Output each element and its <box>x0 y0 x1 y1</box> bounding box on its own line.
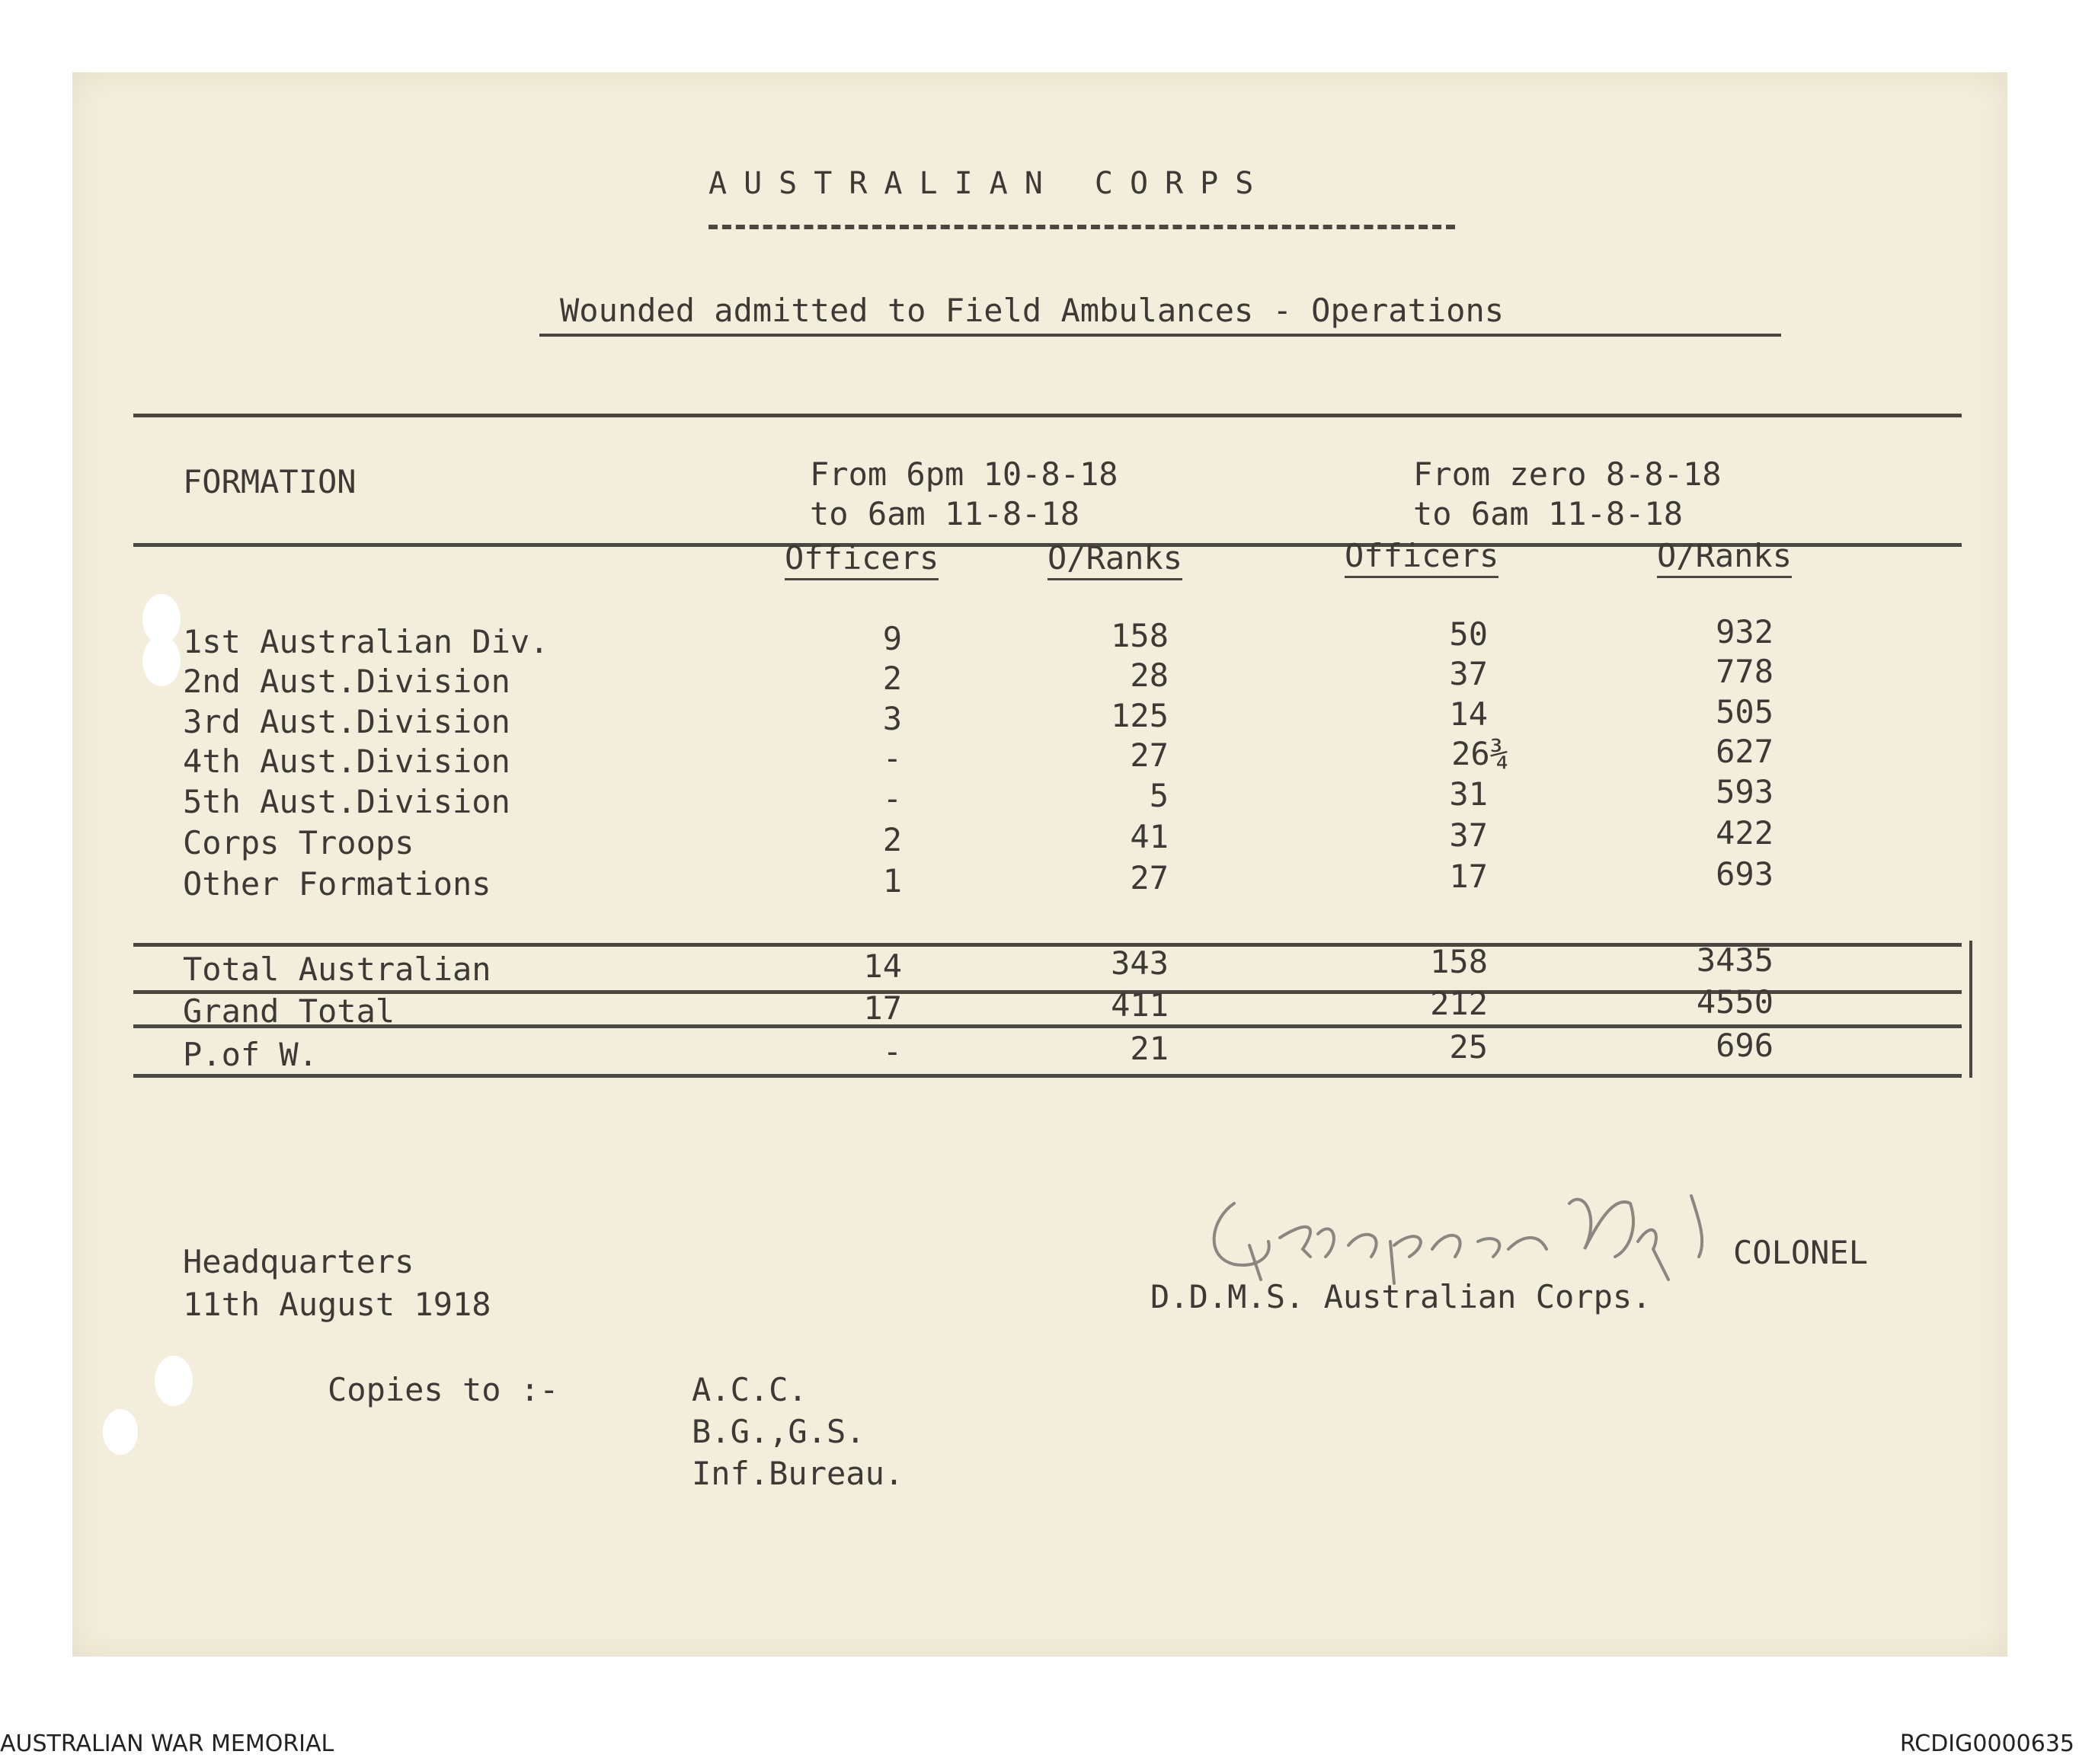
totals-rule <box>133 990 1962 994</box>
formation-name: Corps Troops <box>183 824 414 861</box>
cell-p1-oranks: 27 <box>1130 859 1169 896</box>
place-label: Headquarters <box>183 1243 414 1280</box>
cell-p2-oranks: 693 <box>1716 855 1774 893</box>
punch-hole <box>142 636 181 686</box>
cell-p2-officers: 31 <box>1449 775 1488 813</box>
heading-underline <box>708 225 1455 229</box>
signature-image <box>1204 1173 1752 1287</box>
cell-p2-oranks: 422 <box>1716 814 1774 852</box>
col-header-oranks: O/Ranks <box>1047 539 1182 580</box>
document-heading: AUSTRALIAN CORPS <box>708 166 1271 201</box>
formation-name: 5th Aust.Division <box>183 783 510 820</box>
copies-recipient: A.C.C. <box>692 1371 808 1408</box>
table-right-edge <box>1969 941 1972 1078</box>
cell-p2-officers: 37 <box>1449 816 1488 854</box>
subheading-underline <box>539 334 1781 337</box>
cell-p1-oranks: 411 <box>1111 986 1169 1024</box>
col-header-oranks: O/Ranks <box>1657 537 1792 578</box>
period2-line1: From zero 8-8-18 <box>1413 455 1722 493</box>
table-bottom-rule <box>133 1074 1962 1078</box>
cell-p2-officers: 158 <box>1430 943 1488 980</box>
cell-p1-oranks: 5 <box>1149 777 1169 814</box>
formation-name: 2nd Aust.Division <box>183 663 510 700</box>
office-label: D.D.M.S. Australian Corps. <box>1150 1278 1652 1315</box>
cell-p2-oranks: 505 <box>1716 693 1774 730</box>
period2-line2: to 6am 11-8-18 <box>1413 495 1684 532</box>
formation-name: 3rd Aust.Division <box>183 703 510 740</box>
footer-archive-name: AUSTRALIAN WAR MEMORIAL <box>0 1730 334 1757</box>
period1-line1: From 6pm 10-8-18 <box>810 455 1118 493</box>
rank-label: COLONEL <box>1733 1234 1869 1271</box>
cell-p2-oranks: 3435 <box>1696 941 1774 979</box>
cell-p2-officers: 26¾ <box>1451 735 1509 772</box>
formation-name: Other Formations <box>183 865 491 903</box>
date-label: 11th August 1918 <box>183 1286 491 1323</box>
cell-p2-oranks: 932 <box>1716 613 1774 650</box>
copies-recipient: B.G.,G.S. <box>692 1413 865 1450</box>
cell-p1-oranks: 41 <box>1130 818 1169 855</box>
footer-record-id: RCDIG0000635 <box>1899 1730 2074 1757</box>
punch-hole <box>103 1409 138 1455</box>
cell-p1-oranks: 28 <box>1130 657 1169 694</box>
cell-p2-oranks: 696 <box>1716 1027 1774 1064</box>
formation-name: 4th Aust.Division <box>183 743 510 780</box>
cell-p1-officers: 2 <box>882 660 902 697</box>
cell-p2-oranks: 627 <box>1716 733 1774 770</box>
formation-header: FORMATION <box>183 463 357 500</box>
cell-p1-officers: 17 <box>863 989 902 1027</box>
total-label: P.of W. <box>183 1036 318 1073</box>
cell-p1-oranks: 343 <box>1111 944 1169 982</box>
totals-top-rule <box>133 943 1962 947</box>
cell-p2-oranks: 778 <box>1716 653 1774 690</box>
col-header-officers: Officers <box>1345 537 1498 578</box>
punch-hole <box>155 1356 193 1406</box>
cell-p1-oranks: 21 <box>1130 1030 1169 1067</box>
cell-p2-officers: 17 <box>1449 858 1488 895</box>
copies-label: Copies to :- <box>328 1371 559 1408</box>
total-label: Grand Total <box>183 992 395 1030</box>
col-header-officers: Officers <box>785 539 939 580</box>
cell-p1-officers: - <box>882 780 902 817</box>
period1-line2: to 6am 11-8-18 <box>810 495 1080 532</box>
cell-p2-officers: 25 <box>1449 1028 1488 1066</box>
cell-p1-oranks: 27 <box>1130 737 1169 774</box>
cell-p1-officers: 1 <box>882 862 902 900</box>
cell-p1-officers: 14 <box>863 948 902 985</box>
cell-p2-officers: 37 <box>1449 655 1488 692</box>
formation-name: 1st Australian Div. <box>183 623 549 660</box>
cell-p2-oranks: 593 <box>1716 773 1774 810</box>
cell-p1-oranks: 125 <box>1111 697 1169 734</box>
total-label: Total Australian <box>183 951 491 988</box>
cell-p1-officers: - <box>882 740 902 777</box>
cell-p1-oranks: 158 <box>1111 617 1169 654</box>
cell-p2-officers: 14 <box>1449 695 1488 733</box>
table-top-rule <box>133 414 1962 417</box>
cell-p1-officers: 3 <box>882 700 902 737</box>
cell-p2-officers: 212 <box>1430 985 1488 1022</box>
copies-recipient: Inf.Bureau. <box>692 1455 904 1492</box>
cell-p2-officers: 50 <box>1449 615 1488 653</box>
totals-rule <box>133 1024 1962 1028</box>
document-subheading: Wounded admitted to Field Ambulances - Operations <box>560 292 1505 329</box>
cell-p1-officers: 2 <box>882 821 902 858</box>
cell-p1-officers: - <box>882 1033 902 1070</box>
cell-p1-officers: 9 <box>882 620 902 657</box>
cell-p2-oranks: 4550 <box>1696 983 1774 1021</box>
